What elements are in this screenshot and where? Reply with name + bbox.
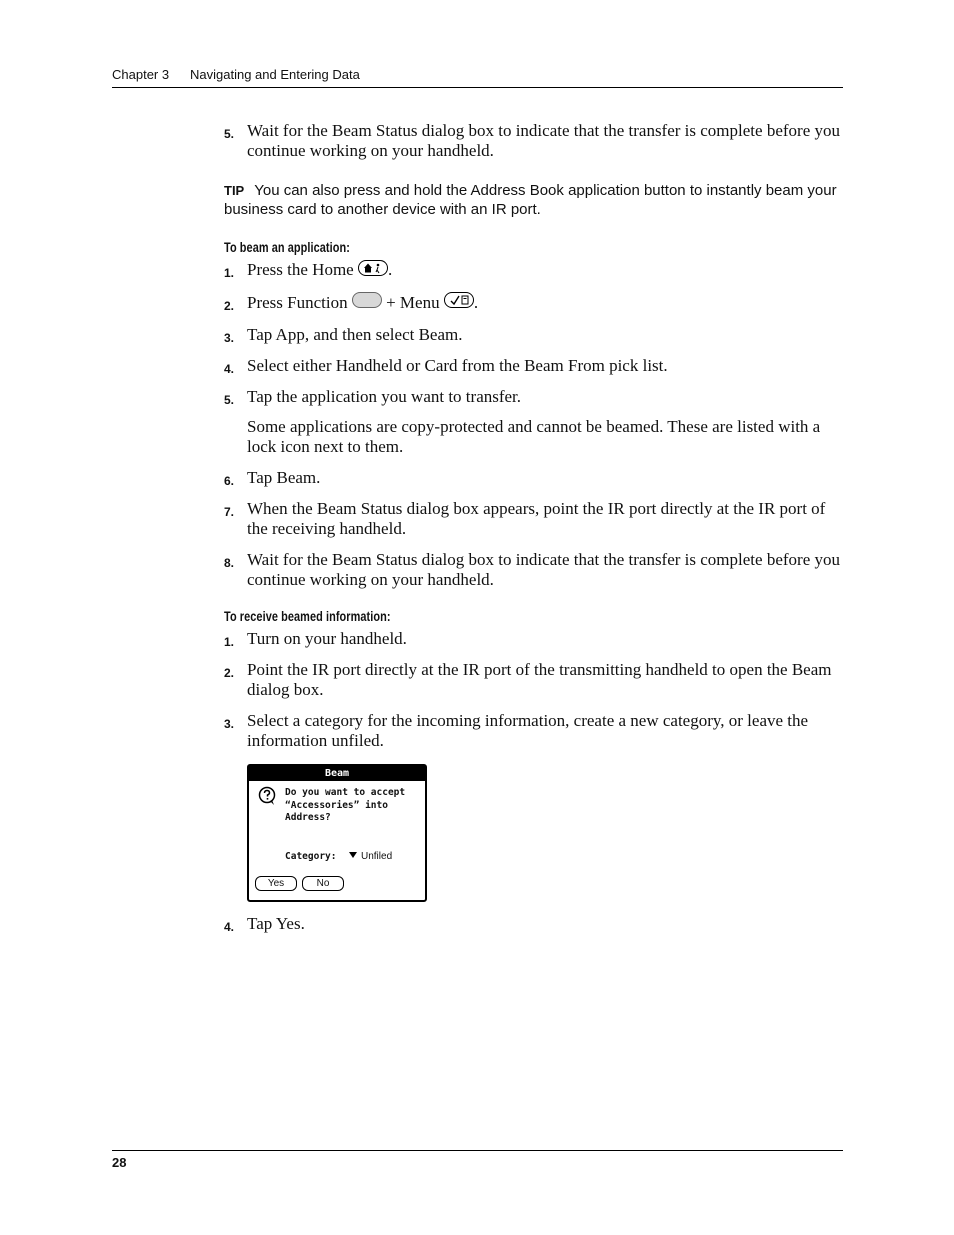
- step-text: Select a category for the incoming information, create a new category, or leave the information unfiled.: [247, 711, 809, 751]
- tip-text: You can also press and hold the Address Book application button to instantly beam your business card to another device with an IR port.: [224, 182, 837, 218]
- beam-step-7: [224, 499, 844, 539]
- beam-dialog-screenshot: [247, 764, 427, 902]
- category-picker[interactable]: [349, 851, 392, 862]
- step-text-end: .: [387, 260, 393, 279]
- chevron-down-icon: [349, 852, 357, 858]
- receive-step-1: [224, 629, 844, 649]
- step-text: Select either Handheld or Card from the Beam From pick list.: [247, 356, 668, 376]
- beam-step-3: [224, 325, 844, 345]
- step-text: Tap App, and then select Beam.: [247, 325, 463, 345]
- function-button-icon: [352, 292, 382, 313]
- step-text: Tap the application you want to transfer.: [247, 387, 522, 407]
- step-number: 5.: [224, 127, 235, 141]
- tip-box: [224, 181, 844, 219]
- step-number: 1.: [224, 266, 235, 280]
- step-text: Turn on your handheld.: [247, 629, 407, 649]
- step-number: 3.: [224, 331, 235, 346]
- receive-step-2: [224, 660, 844, 700]
- step-number: 2.: [224, 666, 235, 681]
- beam-step-5: [224, 387, 844, 407]
- question-icon: [258, 786, 278, 811]
- beam-step-2: [224, 293, 844, 315]
- step-number: 4.: [224, 362, 235, 377]
- intro-step-5: [224, 121, 844, 161]
- receive-step-3: [224, 711, 844, 751]
- step-number: 2.: [224, 298, 235, 313]
- step-number: 7.: [224, 505, 235, 520]
- dialog-title: Beam: [249, 766, 425, 781]
- menu-button-icon: [444, 292, 474, 313]
- main-content: [224, 121, 844, 945]
- category-value: Unfiled: [361, 851, 393, 863]
- step-number: 5.: [224, 393, 235, 408]
- chapter-label: Chapter 3: [112, 67, 170, 82]
- step-number: 3.: [224, 717, 235, 732]
- beam-app-heading: To beam an application:: [224, 239, 350, 255]
- step-text: Wait for the Beam Status dialog box to indicate that the transfer is complete before you continue working on your handheld.: [247, 550, 840, 590]
- page-header: [112, 66, 843, 88]
- receive-step-4: [224, 914, 844, 934]
- beam-step-8: [224, 550, 844, 590]
- yes-button[interactable]: Yes: [255, 876, 297, 891]
- step-text: Press Function: [247, 292, 348, 312]
- beam-step-1: [224, 260, 844, 282]
- step-text: Tap Beam.: [247, 468, 321, 488]
- step-number: 1.: [224, 635, 235, 650]
- page-number: 28: [112, 1155, 127, 1170]
- step-number: 8.: [224, 556, 235, 571]
- step-text-middle: + Menu: [386, 292, 440, 312]
- category-label: Category:: [285, 851, 337, 863]
- step-number: 4.: [224, 920, 235, 935]
- step-text: When the Beam Status dialog box appears, point the IR port directly at the IR port of the receiving handheld.: [247, 499, 826, 539]
- step-text-end: .: [473, 292, 479, 312]
- beam-step-4: [224, 356, 844, 376]
- dialog-message: Do you want to accept “Accessories” into Address?: [285, 787, 406, 824]
- tip-label: TIP: [224, 183, 245, 198]
- step-text: Point the IR port directly at the IR port of the transmitting handheld to open the Beam dialog box.: [247, 660, 832, 700]
- step-text: Press the Home: [247, 260, 354, 279]
- no-button[interactable]: No: [302, 876, 344, 891]
- step-text: Tap Yes.: [247, 914, 305, 934]
- step-number: 6.: [224, 474, 235, 489]
- home-button-icon: [358, 260, 388, 281]
- receive-heading: To receive beamed information:: [224, 608, 391, 625]
- page-footer: [112, 1150, 843, 1170]
- beam-step-6: [224, 468, 844, 488]
- step-text: Wait for the Beam Status dialog box to indicate that the transfer is complete before you continue working on your handheld.: [247, 121, 840, 160]
- chapter-title: Navigating and Entering Data: [190, 67, 360, 82]
- copy-protect-note: Some applications are copy-protected and cannot be beamed. These are listed with a lock icon next to them.: [247, 417, 821, 457]
